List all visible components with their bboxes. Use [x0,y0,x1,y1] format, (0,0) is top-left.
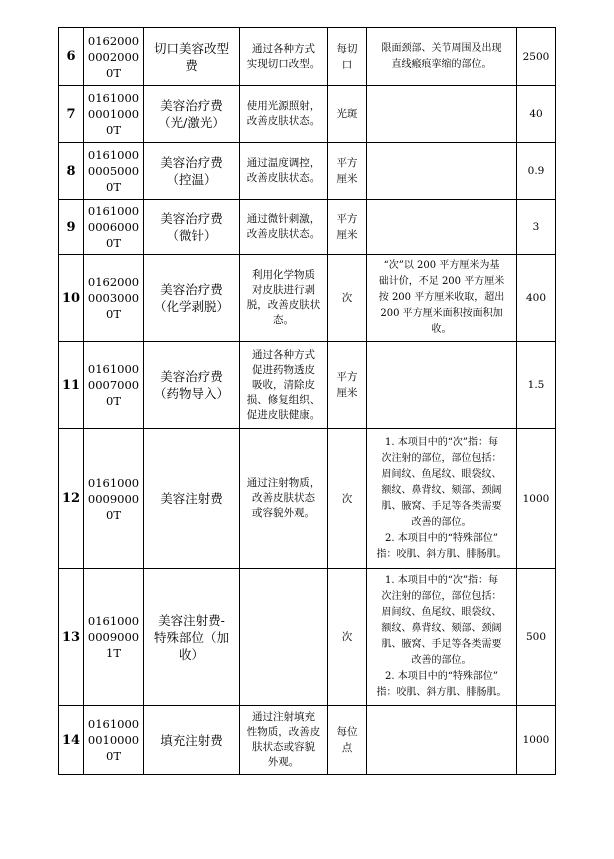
item-note-line: 改善的部位。 [411,516,472,528]
item-content [240,429,328,569]
item-unit [328,255,367,342]
item-code-line: 0T [106,236,121,250]
item-note-line: 眉间纹、鱼尾纹、眼袋纹、 [381,468,502,480]
row-number: 9 [59,200,84,255]
item-content-line: 通过注射填充 [252,711,315,723]
item-name [144,342,240,429]
item-note-line: 2. 本项目中的“特殊部位” [385,671,498,682]
item-code-line: 0002000 [87,49,140,64]
item-unit-line: 平方 [336,371,358,383]
item-name-line: （光/激光） [158,115,225,130]
item-name [144,28,240,86]
item-unit-line: 每切 [336,42,358,55]
item-content-line: 促进药物透皮 [252,363,315,376]
table-row [59,200,556,255]
item-code [84,429,144,569]
item-name [144,429,240,569]
item-unit [328,569,367,706]
item-code [84,569,144,706]
item-content-line: 改善皮肤状态。 [246,228,321,240]
item-unit-line: 次 [341,292,353,304]
item-name-line: 美容治疗费 [160,211,223,226]
item-unit [328,143,367,200]
item-note-line: 次注射的部位，部位包括： [381,591,502,602]
item-price: 0.9 [517,143,556,200]
item-note [367,706,517,775]
item-content-line: 通过微针刺激， [246,213,321,225]
item-name-line: （化学剥脱） [153,299,229,314]
item-name [144,86,240,143]
row-number: 11 [59,342,84,429]
row-number: 13 [59,569,84,706]
item-content-line: 利用化学物质 [252,269,315,281]
item-unit-line: 次 [341,492,353,505]
item-code-line: 0005000 [87,164,140,178]
item-unit-line: 厘米 [336,387,358,399]
item-note-line: 改善的部位。 [411,655,472,666]
item-content [240,569,328,706]
item-note-line: 收。 [431,324,452,335]
item-content-line: 改善皮肤状态。 [246,115,321,127]
row-number: 6 [59,28,84,86]
item-note-line: 200 平方厘米面积按面积加 [380,308,503,319]
fee-table-body [59,28,556,775]
item-unit [328,706,367,775]
item-note-line: 2. 本项目中的“特殊部位” [385,532,498,544]
item-unit-line: 每位 [336,726,358,738]
item-code-line: 0162000 [87,33,140,48]
item-code-line: 0009000 [87,630,140,644]
item-note [367,429,517,569]
item-content-line: 对皮肤进行剥 [252,284,315,296]
item-unit-line: 平方 [336,213,358,225]
item-note-line: 额纹、鼻背纹、颏部、颈阔 [381,623,502,634]
item-code-line: 0T [106,65,121,80]
item-unit [328,342,367,429]
item-content [240,200,328,255]
item-code-line: 1T [106,646,121,660]
item-code-line: 0161000 [87,362,140,376]
item-content-line: 性物质，改善皮 [246,726,321,738]
item-unit [328,200,367,255]
item-content-line: 或容貌外观。 [252,507,315,519]
item-code-line: 0001000 [87,107,140,121]
item-code-line: 0161000 [87,148,140,162]
item-content-line: 通过各种方式 [252,348,315,361]
item-name-line: 美容治疗费 [160,369,223,384]
item-code-line: 0009000 [87,491,140,506]
item-content-line: 促进皮肤健康。 [246,408,321,421]
item-note-line: 直线瘢痕挛缩的部位。 [391,58,492,70]
item-name [144,706,240,775]
row-number: 14 [59,706,84,775]
item-unit-line: 厘米 [336,229,358,241]
item-note-line: 眉间纹、鱼尾纹、眼袋纹、 [381,607,502,618]
row-number: 12 [59,429,84,569]
item-content [240,255,328,342]
item-code [84,706,144,775]
item-note [367,342,517,429]
item-name-line: 美容注射费- [158,612,225,628]
row-number: 7 [59,86,84,143]
item-note-line: 础计价，不足 200 平方厘米 [378,276,505,287]
item-code-line: 0T [106,749,121,763]
item-name-line: 切口美容改型 [153,40,229,56]
item-unit-line: 厘米 [336,173,358,185]
item-name [144,200,240,255]
item-note-line: 指：咬肌、斜方肌、腓肠肌。 [376,687,507,698]
item-name-line: 美容注射费 [160,491,223,506]
item-content-line: 使用光源照射， [246,100,321,112]
item-content-line: 改善皮肤状态。 [246,172,321,184]
item-content [240,86,328,143]
item-unit [328,28,367,86]
item-code-line: 0010000 [87,733,140,747]
item-code [84,86,144,143]
item-code-line: 0162000 [87,275,140,289]
item-code-line: 0T [106,180,121,194]
item-content-line: 实现切口改型。 [246,57,321,70]
row-number: 8 [59,143,84,200]
item-code-line: 0006000 [87,220,140,234]
table-row [59,429,556,569]
item-unit [328,429,367,569]
item-content [240,143,328,200]
item-code [84,143,144,200]
item-note-line: 限面颈部、关节周围及出现 [381,42,502,54]
fee-table [58,27,556,775]
item-price: 1000 [517,429,556,569]
item-name-line: 特殊部位（加 [153,629,229,645]
item-note-line: 次注射的部位，部位包括： [381,452,502,464]
item-content-line: 肤状态或容貌 [252,741,315,753]
item-note-line: 额纹、鼻背纹、颏部、颈阔 [381,484,502,496]
item-name-line: 美容治疗费 [160,98,223,113]
item-name-line: （控温） [166,172,217,187]
item-name-line: 填充注射费 [160,732,223,748]
item-note-line: 1. 本项目中的“次”指：每 [385,575,498,586]
item-code [84,255,144,342]
row-number: 10 [59,255,84,342]
item-code-line: 0161000 [87,475,140,490]
table-row [59,569,556,706]
item-code-line: 0161000 [87,204,140,218]
item-content-line: 通过温度调控， [246,157,321,169]
item-content-line: 吸收，清除皮 [252,378,315,391]
item-name [144,255,240,342]
item-code [84,28,144,86]
item-content-line: 外观。 [267,756,300,768]
item-unit-line: 次 [341,631,353,643]
item-content [240,28,328,86]
item-price: 1.5 [517,342,556,429]
item-note [367,28,517,86]
item-note-line: 肌、腋窝、手足等各类需要 [381,500,502,512]
item-content-line: 态。 [273,314,294,326]
item-name [144,143,240,200]
item-content-line: 损、修复组织、 [246,393,321,406]
table-row [59,342,556,429]
item-content-line: 改善皮肤状态 [252,492,315,504]
item-content [240,342,328,429]
item-price: 2500 [517,28,556,86]
item-content-line: 通过各种方式 [252,42,315,55]
item-code-line: 0T [106,394,121,408]
table-row [59,28,556,86]
item-note-line: 1. 本项目中的“次”指：每 [385,436,498,448]
item-unit-line: 点 [341,742,353,754]
item-note-line: “次”以 200 平方厘米为基 [383,260,500,271]
item-code-line: 0161000 [87,91,140,105]
table-row [59,706,556,775]
item-content-line: 通过注射物质， [246,477,321,489]
item-name [144,569,240,706]
item-note [367,569,517,706]
item-name-line: （药物导入） [153,386,229,401]
item-code-line: 0161000 [87,717,140,731]
item-unit-line: 口 [341,58,353,71]
item-unit [328,86,367,143]
item-name-line: 收） [178,646,204,662]
item-price: 40 [517,86,556,143]
item-name-line: 美容治疗费 [160,282,223,297]
item-unit-line: 平方 [336,157,358,169]
item-note [367,200,517,255]
item-code [84,200,144,255]
item-code-line: 0007000 [87,378,140,392]
item-code-line: 0T [106,123,121,137]
table-row [59,86,556,143]
item-code-line: 0T [106,307,121,321]
item-code-line: 0T [106,507,121,522]
item-note [367,255,517,342]
item-note-line: 肌、腋窝、手足等各类需要 [381,639,502,650]
item-note [367,143,517,200]
item-unit-line: 光斑 [336,108,358,120]
item-price: 1000 [517,706,556,775]
item-price: 500 [517,569,556,706]
item-note-line: 指：咬肌、斜方肌、腓肠肌。 [376,548,507,560]
item-name-line: 美容治疗费 [160,155,223,170]
table-row [59,255,556,342]
item-note [367,86,517,143]
table-row [59,143,556,200]
item-note-line: 按 200 平方厘米收取，超出 [378,292,505,303]
item-code-line: 0161000 [87,614,140,628]
item-name-line: （微针） [166,228,217,243]
item-code [84,342,144,429]
item-name-line: 费 [185,57,198,73]
item-content [240,706,328,775]
item-content-line: 脱，改善皮肤状 [246,299,321,311]
item-price: 3 [517,200,556,255]
item-code-line: 0003000 [87,291,140,305]
item-price: 400 [517,255,556,342]
